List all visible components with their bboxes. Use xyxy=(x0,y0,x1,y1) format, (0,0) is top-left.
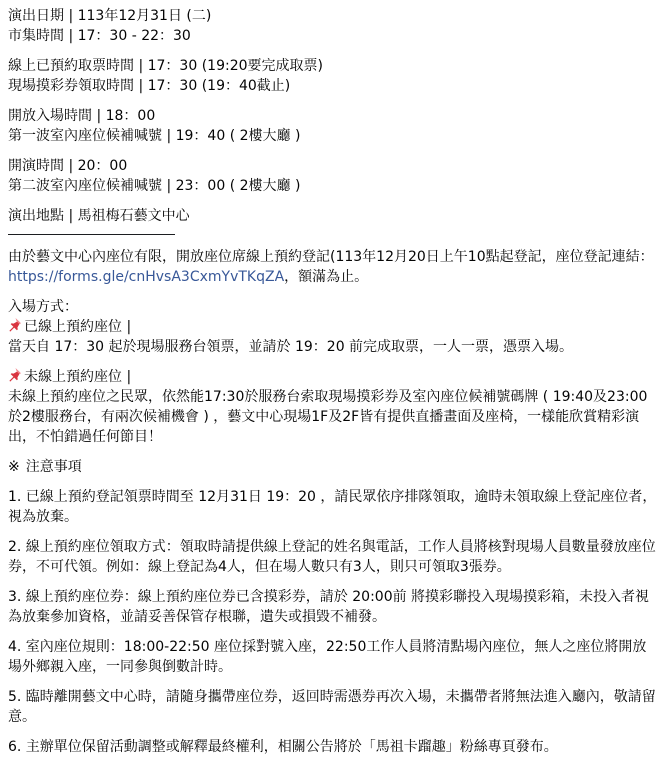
schedule-block-3 xyxy=(8,106,659,146)
online-ticket-time: 線上已預約取票時間 | 17：30 (19:20要完成取票) xyxy=(8,58,323,74)
entry-heading: 入場方式： xyxy=(8,299,78,315)
notes-heading-line xyxy=(8,457,659,477)
show-date: 演出日期 | 113年12月31日 (二) xyxy=(8,8,212,24)
show-time: 開演時間 | 20：00 xyxy=(8,158,128,174)
note-item-6: 6. 主辦單位保留活動調整或解釋最終權利，相關公告將於「馬祖卡蹓趣」粉絲專頁發布。 xyxy=(8,739,558,755)
first-wave-call: 第一波室內座位候補喊號 | 19：40 ( 2樓大廳 ) xyxy=(8,128,301,144)
unreserved-title xyxy=(8,367,659,387)
divider-line xyxy=(8,234,175,235)
venue-block xyxy=(8,206,659,226)
note-item-4: 4. 室內座位規則：18:00-22:50 座位採對號入座，22:50工作人員將清點場內座位，無人之座位將開放場外鄉親入座，一同參與倒數計時。 xyxy=(8,639,647,675)
note-item-1: 1. 已線上預約登記領票時間至 12月31日 19：20 ，請民眾依序排隊領取，逾時未領取線上登記座位者，視為放棄。 xyxy=(8,489,657,525)
reserved-text: 當天自 17：30 起於現場服務台領票，並請於 19：20 前完成取票，一人一票，憑票入場。 xyxy=(8,339,574,355)
unreserved-section xyxy=(8,367,659,447)
schedule-block-4 xyxy=(8,156,659,196)
schedule-block-1 xyxy=(8,6,659,46)
reserved-title-label: 已線上預約座位 | xyxy=(24,319,132,335)
entry-time: 開放入場時間 | 18：00 xyxy=(8,108,156,124)
pushpin-icon xyxy=(8,367,22,383)
schedule-block-2 xyxy=(8,56,659,96)
registration-text-end: ，額滿為止。 xyxy=(284,269,369,285)
notes-heading xyxy=(8,457,659,477)
note-item-5: 5. 臨時離開藝文中心時，請隨身攜帶座位券，返回時需憑券再次入場，未攜帶者將無法進入廳內，敬請留意。 xyxy=(8,689,656,725)
registration-text: 由於藝文中心內座位有限，開放座位席線上預約登記(113年12月20日上午10點起登記，座位登記連結： xyxy=(8,249,654,265)
registration-form-link[interactable]: https://forms.gle/cnHvsA3CxmYvTKqZA xyxy=(8,269,285,285)
onsite-lottery-time: 現場摸彩券領取時間 | 17：30 (19：40截止) xyxy=(8,78,291,94)
note-item-2: 2. 線上預約座位領取方式：領取時請提供線上登記的姓名與電話，工作人員將核對現場人員數量發放座位券，不可代領。例如：線上登記為4人，但在場人數只有3人，則只可領取3張券。 xyxy=(8,539,656,575)
venue: 演出地點 | 馬祖梅石藝文中心 xyxy=(8,208,190,224)
unreserved-title-label: 未線上預約座位 | xyxy=(24,369,132,385)
registration-paragraph xyxy=(8,247,659,287)
market-time: 市集時間 | 17：30 - 22：30 xyxy=(8,28,191,44)
pushpin-icon xyxy=(8,317,22,333)
unreserved-text: 未線上預約座位之民眾，依然能17:30於服務台索取現場摸彩券及室內座位候補號碼牌 ( 19:40及23:00於2樓服務台，有兩次候補機會 ) ，藝文中心現場1F及2F皆有提供直播畫面及座椅，一樣能欣賞精彩演出，不怕錯過任何節目！ xyxy=(8,389,648,445)
entry-section xyxy=(8,297,659,357)
notes-heading-label: 注意事項 xyxy=(25,459,82,475)
reference-mark-icon: ※ xyxy=(8,459,20,475)
second-wave-call: 第二波室內座位候補喊號 | 23：00 ( 2樓大廳 ) xyxy=(8,178,301,194)
note-item-3: 3. 線上預約座位券：線上預約座位券已含摸彩券，請於 20:00前 將摸彩聯投入現場摸彩箱，未投入者視為放棄參加資格，並請妥善保管存根聯，遺失或損毀不補發。 xyxy=(8,589,650,625)
reserved-title xyxy=(8,317,659,337)
